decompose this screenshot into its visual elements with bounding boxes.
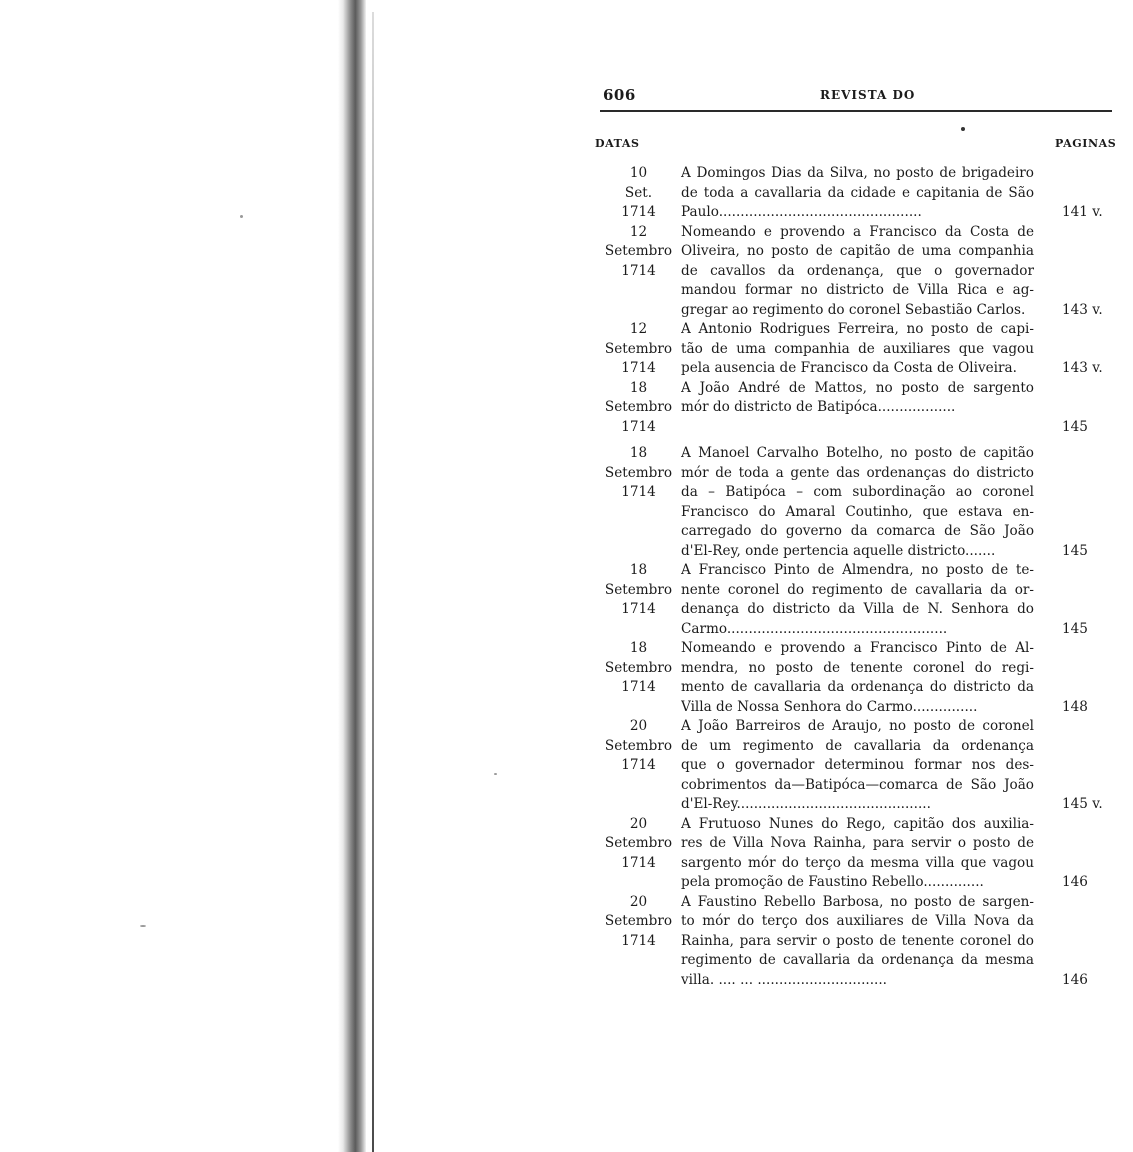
entry-text-line: Paulo............................................... [681, 204, 922, 220]
entry-text-line: denança do districto da Villa de N. Senhora do [681, 601, 1034, 617]
header-rule [600, 110, 1112, 112]
entry-row [596, 223, 1116, 321]
entry-date-line: 12 [629, 321, 648, 337]
entry-date-line: Setembro [604, 835, 673, 851]
scan-speck [240, 215, 243, 218]
page-fold-line [372, 12, 374, 1152]
entry-row [596, 164, 1116, 223]
entry-row [596, 893, 1116, 991]
entry-text-line: que o governador determinou formar nos des- [681, 757, 1034, 773]
entry-text-line: nente coronel do regimento de cavallaria da or- [681, 581, 1034, 598]
entry-date-line: Set. [624, 184, 653, 201]
entry-date-line: 1714 [621, 601, 656, 617]
entry-date-line: 20 [629, 815, 648, 832]
entry-list [596, 164, 1116, 990]
entry-text-line: mór do districto de Batipóca.................. [681, 399, 956, 415]
entry-date-line: 1714 [621, 484, 656, 500]
entry-row [596, 561, 1116, 639]
entry-text-line: mendra, no posto de tenente coronel do regi- [681, 659, 1034, 676]
entry-text-line: villa. .... ... .............................. [681, 971, 887, 988]
entry-text-line: Carmo................................................... [681, 620, 948, 637]
entry-text-line: pela ausencia de Francisco da Costa de Oliveira. [681, 360, 1017, 376]
page-number: 606 [603, 86, 636, 104]
entry-date-line: 12 [629, 223, 648, 240]
entry-text-line: A João André de Mattos, no posto de sargento [681, 379, 1034, 396]
entry-date [596, 164, 681, 223]
entry-row [596, 444, 1116, 561]
entry-text-line: sargento mór do terço da mesma villa que vagou [681, 854, 1034, 871]
entry-text-line: Nomeando e provendo a Francisco Pinto de Al- [681, 640, 1034, 656]
entry-text-line: gregar ao regimento do coronel Sebastião Carlos. [681, 301, 1026, 318]
entry-page-ref: 146 [1062, 971, 1088, 988]
entry-text-line: Nomeando e provendo a Francisco da Costa de [681, 223, 1034, 240]
book-spine-shadow [338, 0, 366, 1152]
entry-text-line: A Frutuoso Nunes do Rego, capitão dos auxilia- [681, 815, 1034, 832]
entry-date-line: 20 [629, 718, 648, 734]
entry-text-line: A João Barreiros de Araujo, no posto de coronel [681, 718, 1034, 734]
entry-date [596, 717, 681, 776]
entry-date-line: 20 [629, 893, 648, 910]
entry-text [681, 379, 1034, 418]
entry-text [681, 561, 1034, 639]
entry-date-line: Setembro [604, 399, 673, 415]
entry-text [681, 893, 1034, 991]
entry-page-ref: 146 [1062, 874, 1088, 890]
entry-date-line: Setembro [604, 464, 673, 481]
entry-date-line: Setembro [604, 243, 673, 259]
page-header [600, 86, 1110, 106]
entry-date-line: 1714 [621, 262, 656, 279]
entry-date-line: 1714 [621, 932, 656, 949]
entry-text-line: A Domingos Dias da Silva, no posto de brigadeiro [681, 165, 1034, 181]
entry-date-line: 1714 [621, 204, 656, 220]
entry-row [596, 320, 1116, 379]
entry-date-line: Setembro [604, 737, 673, 754]
entry-date [596, 223, 681, 282]
entry-text-line: tão de uma companhia de auxiliares que vagou [681, 340, 1034, 357]
entry-text [681, 639, 1034, 717]
entry-text [681, 223, 1034, 321]
entry-text [681, 815, 1034, 893]
entry-date-line: Setembro [604, 659, 673, 676]
entry-text [681, 164, 1034, 223]
entry-page-ref: 145 [1062, 542, 1088, 559]
entry-page-ref: 145 [1062, 418, 1088, 435]
entry-date [596, 893, 681, 952]
entry-row [596, 639, 1116, 717]
entry-text-line: Francisco do Amaral Coutinho, que estava en- [681, 503, 1034, 520]
entry-text-line: A Francisco Pinto de Almendra, no posto de te- [681, 562, 1034, 578]
entry-date-line: 1714 [621, 418, 656, 435]
entry-date [596, 379, 681, 438]
entry-text-line: regimento de cavallaria da ordenança da mesma [681, 952, 1034, 968]
entry-text-line: carregado do governo da comarca de São João [681, 523, 1034, 539]
entry-page-ref: 141 v. [1062, 204, 1103, 220]
entry-date [596, 561, 681, 620]
entry-page-ref: 143 v. [1062, 360, 1103, 376]
entry-date [596, 639, 681, 698]
entry-date-line: 18 [629, 445, 648, 461]
entry-row [596, 815, 1116, 893]
entry-text [681, 444, 1034, 561]
entry-date [596, 444, 681, 503]
entry-row [596, 379, 1116, 438]
entry-text-line: mandou formar no districto de Villa Rica e ag- [681, 282, 1034, 298]
entry-text-line: de um regimento de cavallaria da ordenança [681, 737, 1034, 754]
entry-page-ref: 145 v. [1062, 796, 1103, 812]
entry-text-line: da – Batipóca – com subordinação ao coronel [681, 484, 1034, 500]
scan-speck [140, 925, 146, 927]
entry-text-line: de cavallos da ordenança, que o governador [681, 262, 1034, 279]
entry-date-line: 18 [629, 562, 648, 578]
running-title: REVISTA DO [820, 88, 916, 102]
entry-date-line: Setembro [604, 581, 673, 598]
entry-date-line: 1714 [621, 360, 656, 376]
entry-text [681, 717, 1034, 815]
entry-text-line: res de Villa Nova Rainha, para servir o posto de [681, 835, 1034, 851]
entry-text-line: pela promoção de Faustino Rebello.............. [681, 874, 984, 890]
entry-date-line: 1714 [621, 757, 656, 773]
entry-text-line: A Manoel Carvalho Botelho, no posto de capitão [681, 445, 1034, 461]
entry-date-line: 18 [629, 640, 648, 656]
scan-speck [494, 773, 497, 775]
entry-date-line: Setembro [604, 340, 673, 357]
entry-text-line: A Faustino Rebello Barbosa, no posto de sargen- [681, 893, 1034, 910]
entry-text-line: Rainha, para servir o posto de tenente coronel do [681, 932, 1034, 949]
entry-text-line: Villa de Nossa Senhora do Carmo............... [681, 698, 978, 715]
entry-text [681, 320, 1034, 379]
entry-text-line: A Antonio Rodrigues Ferreira, no posto de capi- [681, 321, 1034, 337]
column-header-paginas: PAGINAS [1055, 137, 1117, 150]
entry-date-line: 18 [629, 379, 648, 396]
print-dot [961, 127, 965, 131]
entry-date-line: 1714 [621, 854, 656, 871]
entry-date [596, 815, 681, 874]
entry-page-ref: 143 v. [1062, 301, 1103, 318]
entry-text-line: to mór do terço dos auxiliares de Villa Nova da [681, 913, 1034, 929]
column-header-datas: DATAS [595, 137, 640, 150]
entry-text-line: cobrimentos da—Batipóca—comarca de São João [681, 776, 1034, 793]
entry-text-line: Oliveira, no posto de capitão de uma companhia [681, 243, 1034, 259]
entry-text-line: d'El-Rey, onde pertencia aquelle districto....... [681, 542, 996, 559]
entry-date-line: 1714 [621, 679, 656, 695]
entry-text-line: d'El-Rey............................................. [681, 796, 931, 812]
entry-text-line: mento de cavallaria da ordenança do districto da [681, 679, 1034, 695]
entry-date-line: 10 [629, 165, 648, 181]
entry-page-ref: 145 [1062, 620, 1088, 637]
entry-text-line: mór de toda a gente das ordenanças do districto [681, 464, 1034, 481]
entry-row [596, 717, 1116, 815]
entry-page-ref: 148 [1062, 698, 1088, 715]
entry-date-line: Setembro [604, 913, 673, 929]
entry-text-line: de toda a cavallaria da cidade e capitania de São [681, 184, 1034, 201]
entry-date [596, 320, 681, 379]
